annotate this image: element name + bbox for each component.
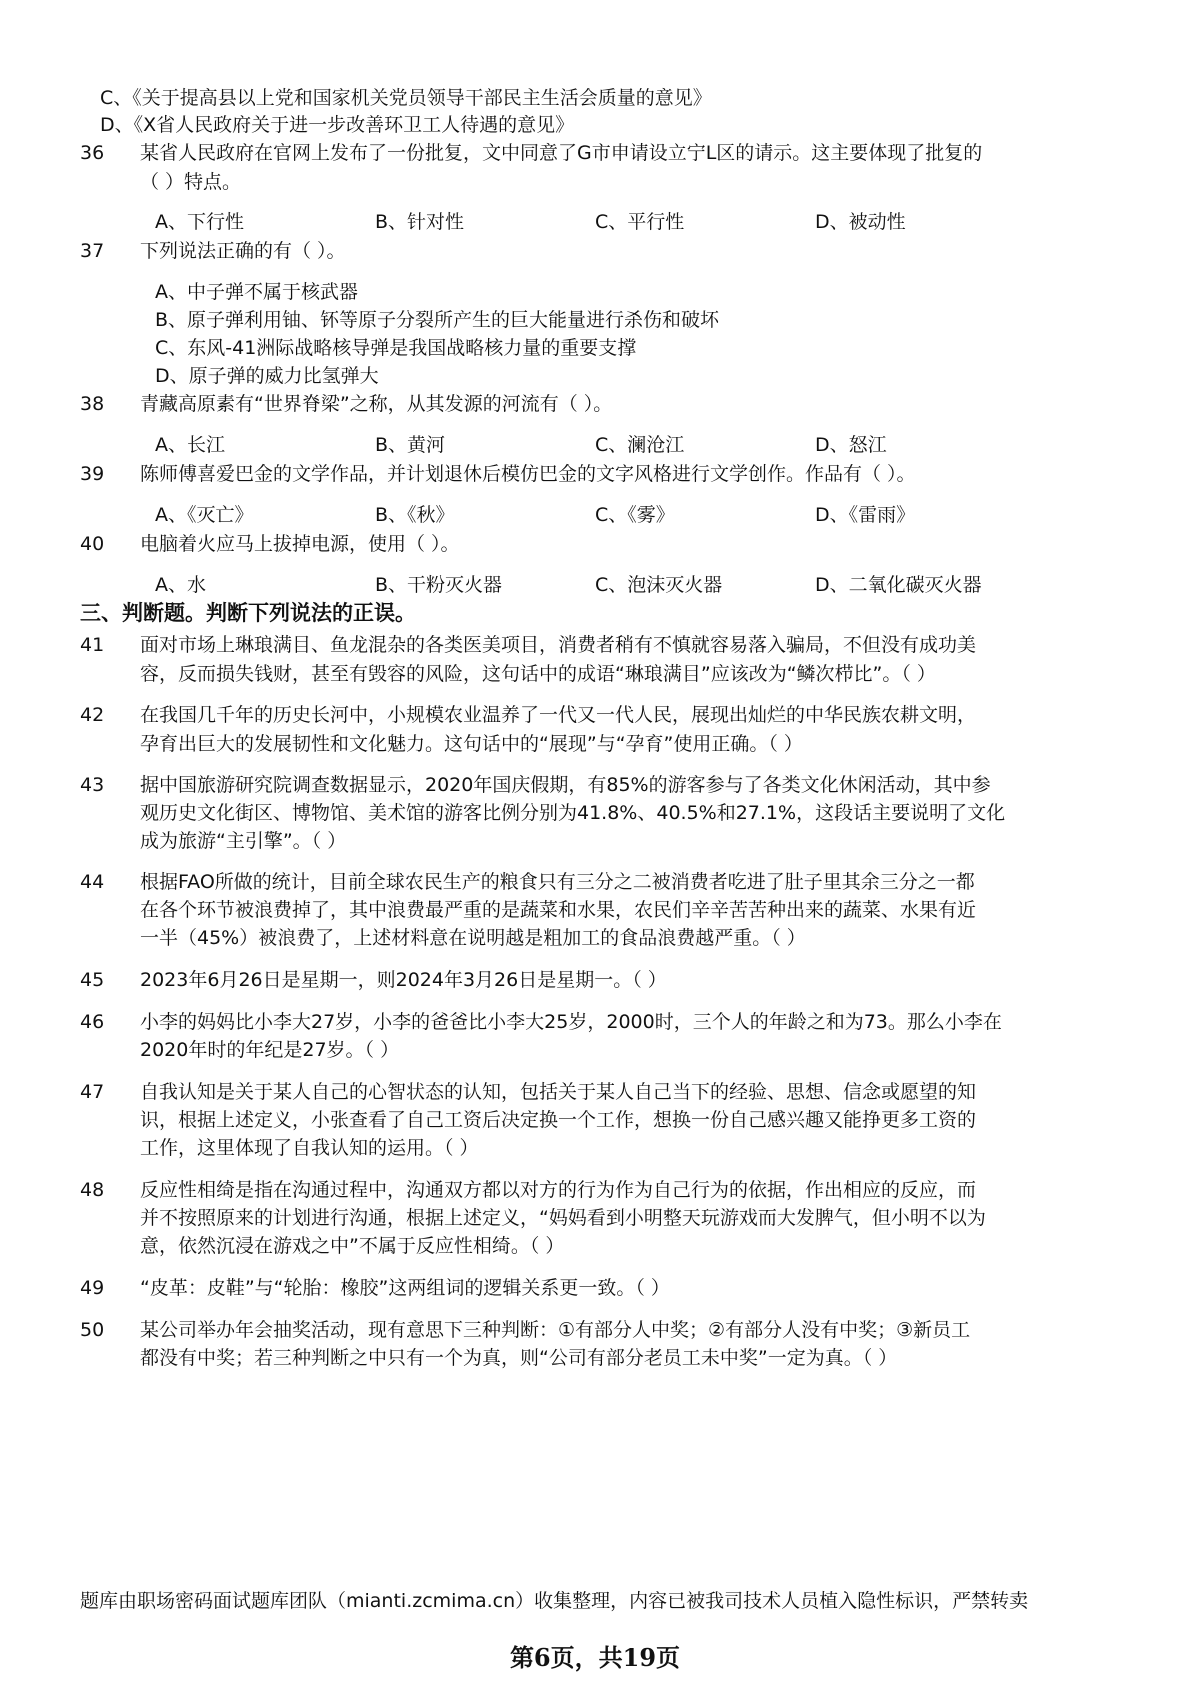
question-text-line: 都没有中奖；若三种判断之中只有一个为真，则“公司有部分老员工未中奖”一定为真。（ ）	[140, 1347, 898, 1369]
question-text: 青藏高原素有“世界脊梁”之称，从其发源的河流有（ ）。	[140, 393, 613, 415]
option-c: C、平行性	[595, 211, 685, 233]
option-b: B、针对性	[375, 211, 465, 233]
question-number: 41	[80, 634, 105, 656]
question-text-line: 据中国旅游研究院调查数据显示，2020年国庆假期，有85%的游客参与了各类文化休闲活动，其中参	[140, 774, 991, 796]
question-text-line: 小李的妈妈比小李大27岁，小李的爸爸比小李大25岁，2000时，三个人的年龄之和为73。那么小李在	[140, 1011, 1002, 1033]
option-a: A、长江	[155, 434, 225, 456]
question-text: 电脑着火应马上拔掉电源，使用（ ）。	[140, 533, 460, 555]
option-c: C、东风-41洲际战略核导弹是我国战略核力量的重要支撑	[155, 337, 637, 359]
question-text-line: 孕育出巨大的发展韧性和文化魅力。这句话中的“展现”与“孕育”使用正确。（ ）	[140, 733, 803, 755]
question-number: 43	[80, 774, 105, 796]
question-text-line: 根据FAO所做的统计，目前全球农民生产的粮食只有三分之二被消费者吃进了肚子里其余三分之一都	[140, 871, 975, 893]
option-d: D、《雷雨》	[815, 504, 916, 526]
option-d: D、原子弹的威力比氢弹大	[155, 365, 379, 387]
question-text-line: 一半（45%）被浪费了，上述材料意在说明越是粗加工的食品浪费越严重。（ ）	[140, 927, 806, 949]
option-a: A、《灭亡》	[155, 504, 254, 526]
option-d: D、二氧化碳灭火器	[815, 574, 982, 596]
option-b: B、干粉灭火器	[375, 574, 503, 596]
question-text-line: “皮革：皮鞋”与“轮胎：橡胶”这两组词的逻辑关系更一致。（ ）	[140, 1277, 670, 1299]
question-text-line: 自我认知是关于某人自己的心智状态的认知，包括关于某人自己当下的经验、思想、信念或愿望的知	[140, 1081, 977, 1103]
question-number: 46	[80, 1011, 105, 1033]
question-text-line: 2020年时的年纪是27岁。（ ）	[140, 1039, 400, 1061]
question-text-line: 某省人民政府在官网上发布了一份批复，文中同意了G市申请设立宁L区的请示。这主要体现了批复的	[140, 142, 983, 164]
question-number: 49	[80, 1277, 105, 1299]
option-b: B、《秋》	[375, 504, 455, 526]
page-number: 第6页，共19页	[509, 1643, 681, 1672]
question-number: 40	[80, 533, 105, 555]
question-number: 42	[80, 704, 105, 726]
question-text-line: 2023年6月26日是星期一，则2024年3月26日是星期一。（ ）	[140, 969, 667, 991]
prev-option-c: C、《关于提高县以上党和国家机关党员领导干部民主生活会质量的意见》	[100, 87, 712, 109]
question-text: 陈师傅喜爱巴金的文学作品，并计划退休后模仿巴金的文字风格进行文学创作。作品有（ ）。	[140, 463, 916, 485]
question-text-line: 识，根据上述定义，小张查看了自己工资后决定换一个工作，想换一份自己感兴趣又能挣更多工资的	[140, 1109, 977, 1131]
question-text-line: 工作，这里体现了自我认知的运用。（ ）	[140, 1137, 479, 1159]
option-c: C、《雾》	[595, 504, 675, 526]
option-c: C、澜沧江	[595, 434, 685, 456]
question-text-line: 观历史文化街区、博物馆、美术馆的游客比例分别为41.8%、40.5%和27.1%，这段话主要说明了文化	[140, 802, 1006, 824]
question-text-line: 成为旅游“主引擎”。（ ）	[140, 830, 347, 852]
question-text-line: 某公司举办年会抽奖活动，现有意思下三种判断：①有部分人中奖；②有部分人没有中奖；③新员工	[140, 1319, 971, 1341]
question-text-line: 容，反而损失钱财，甚至有毁容的风险，这句话中的成语“琳琅满目”应该改为“鳞次栉比”。（ ）	[140, 663, 936, 685]
question-number: 37	[80, 240, 105, 262]
question-number: 39	[80, 463, 105, 485]
option-a: A、水	[155, 574, 206, 596]
option-b: B、原子弹利用铀、钚等原子分裂所产生的巨大能量进行杀伤和破坏	[155, 309, 720, 331]
prev-option-d: D、《X省人民政府关于进一步改善环卫工人待遇的意见》	[100, 114, 575, 136]
question-text-line: 面对市场上琳琅满目、鱼龙混杂的各类医美项目，消费者稍有不慎就容易落入骗局，不但没有成功美	[140, 634, 977, 656]
question-text-line: （ ）特点。	[140, 171, 242, 193]
option-a: A、中子弹不属于核武器	[155, 281, 358, 303]
option-a: A、下行性	[155, 211, 244, 233]
option-d: D、被动性	[815, 211, 906, 233]
question-number: 38	[80, 393, 105, 415]
question-number: 44	[80, 871, 105, 893]
question-text: 下列说法正确的有（ ）。	[140, 240, 346, 262]
question-number: 48	[80, 1179, 105, 1201]
question-text-line: 反应性相绮是指在沟通过程中，沟通双方都以对方的行为作为自己行为的依据，作出相应的反应，而	[140, 1179, 977, 1201]
footer-note: 题库由职场密码面试题库团队（mianti.zcmima.cn）收集整理，内容已被我司技术人员植入隐性标识，严禁转卖	[80, 1590, 1029, 1612]
question-number: 45	[80, 969, 105, 991]
question-text-line: 并不按照原来的计划进行沟通，根据上述定义，“妈妈看到小明整天玩游戏而大发脾气，但小明不以为	[140, 1207, 986, 1229]
question-text-line: 在我国几千年的历史长河中，小规模农业温养了一代又一代人民，展现出灿烂的中华民族农耕文明，	[140, 704, 977, 726]
question-number: 36	[80, 142, 105, 164]
question-number: 47	[80, 1081, 105, 1103]
question-text-line: 在各个环节被浪费掉了，其中浪费最严重的是蔬菜和水果，农民们辛辛苦苦种出来的蔬菜、水果有近	[140, 899, 977, 921]
option-b: B、黄河	[375, 434, 446, 456]
option-d: D、怒江	[815, 434, 887, 456]
question-number: 50	[80, 1319, 105, 1341]
section-title: 三、判断题。判断下列说法的正误。	[80, 601, 416, 625]
question-text-line: 意，依然沉浸在游戏之中”不属于反应性相绮。（ ）	[140, 1235, 565, 1257]
option-c: C、泡沫灭火器	[595, 574, 723, 596]
